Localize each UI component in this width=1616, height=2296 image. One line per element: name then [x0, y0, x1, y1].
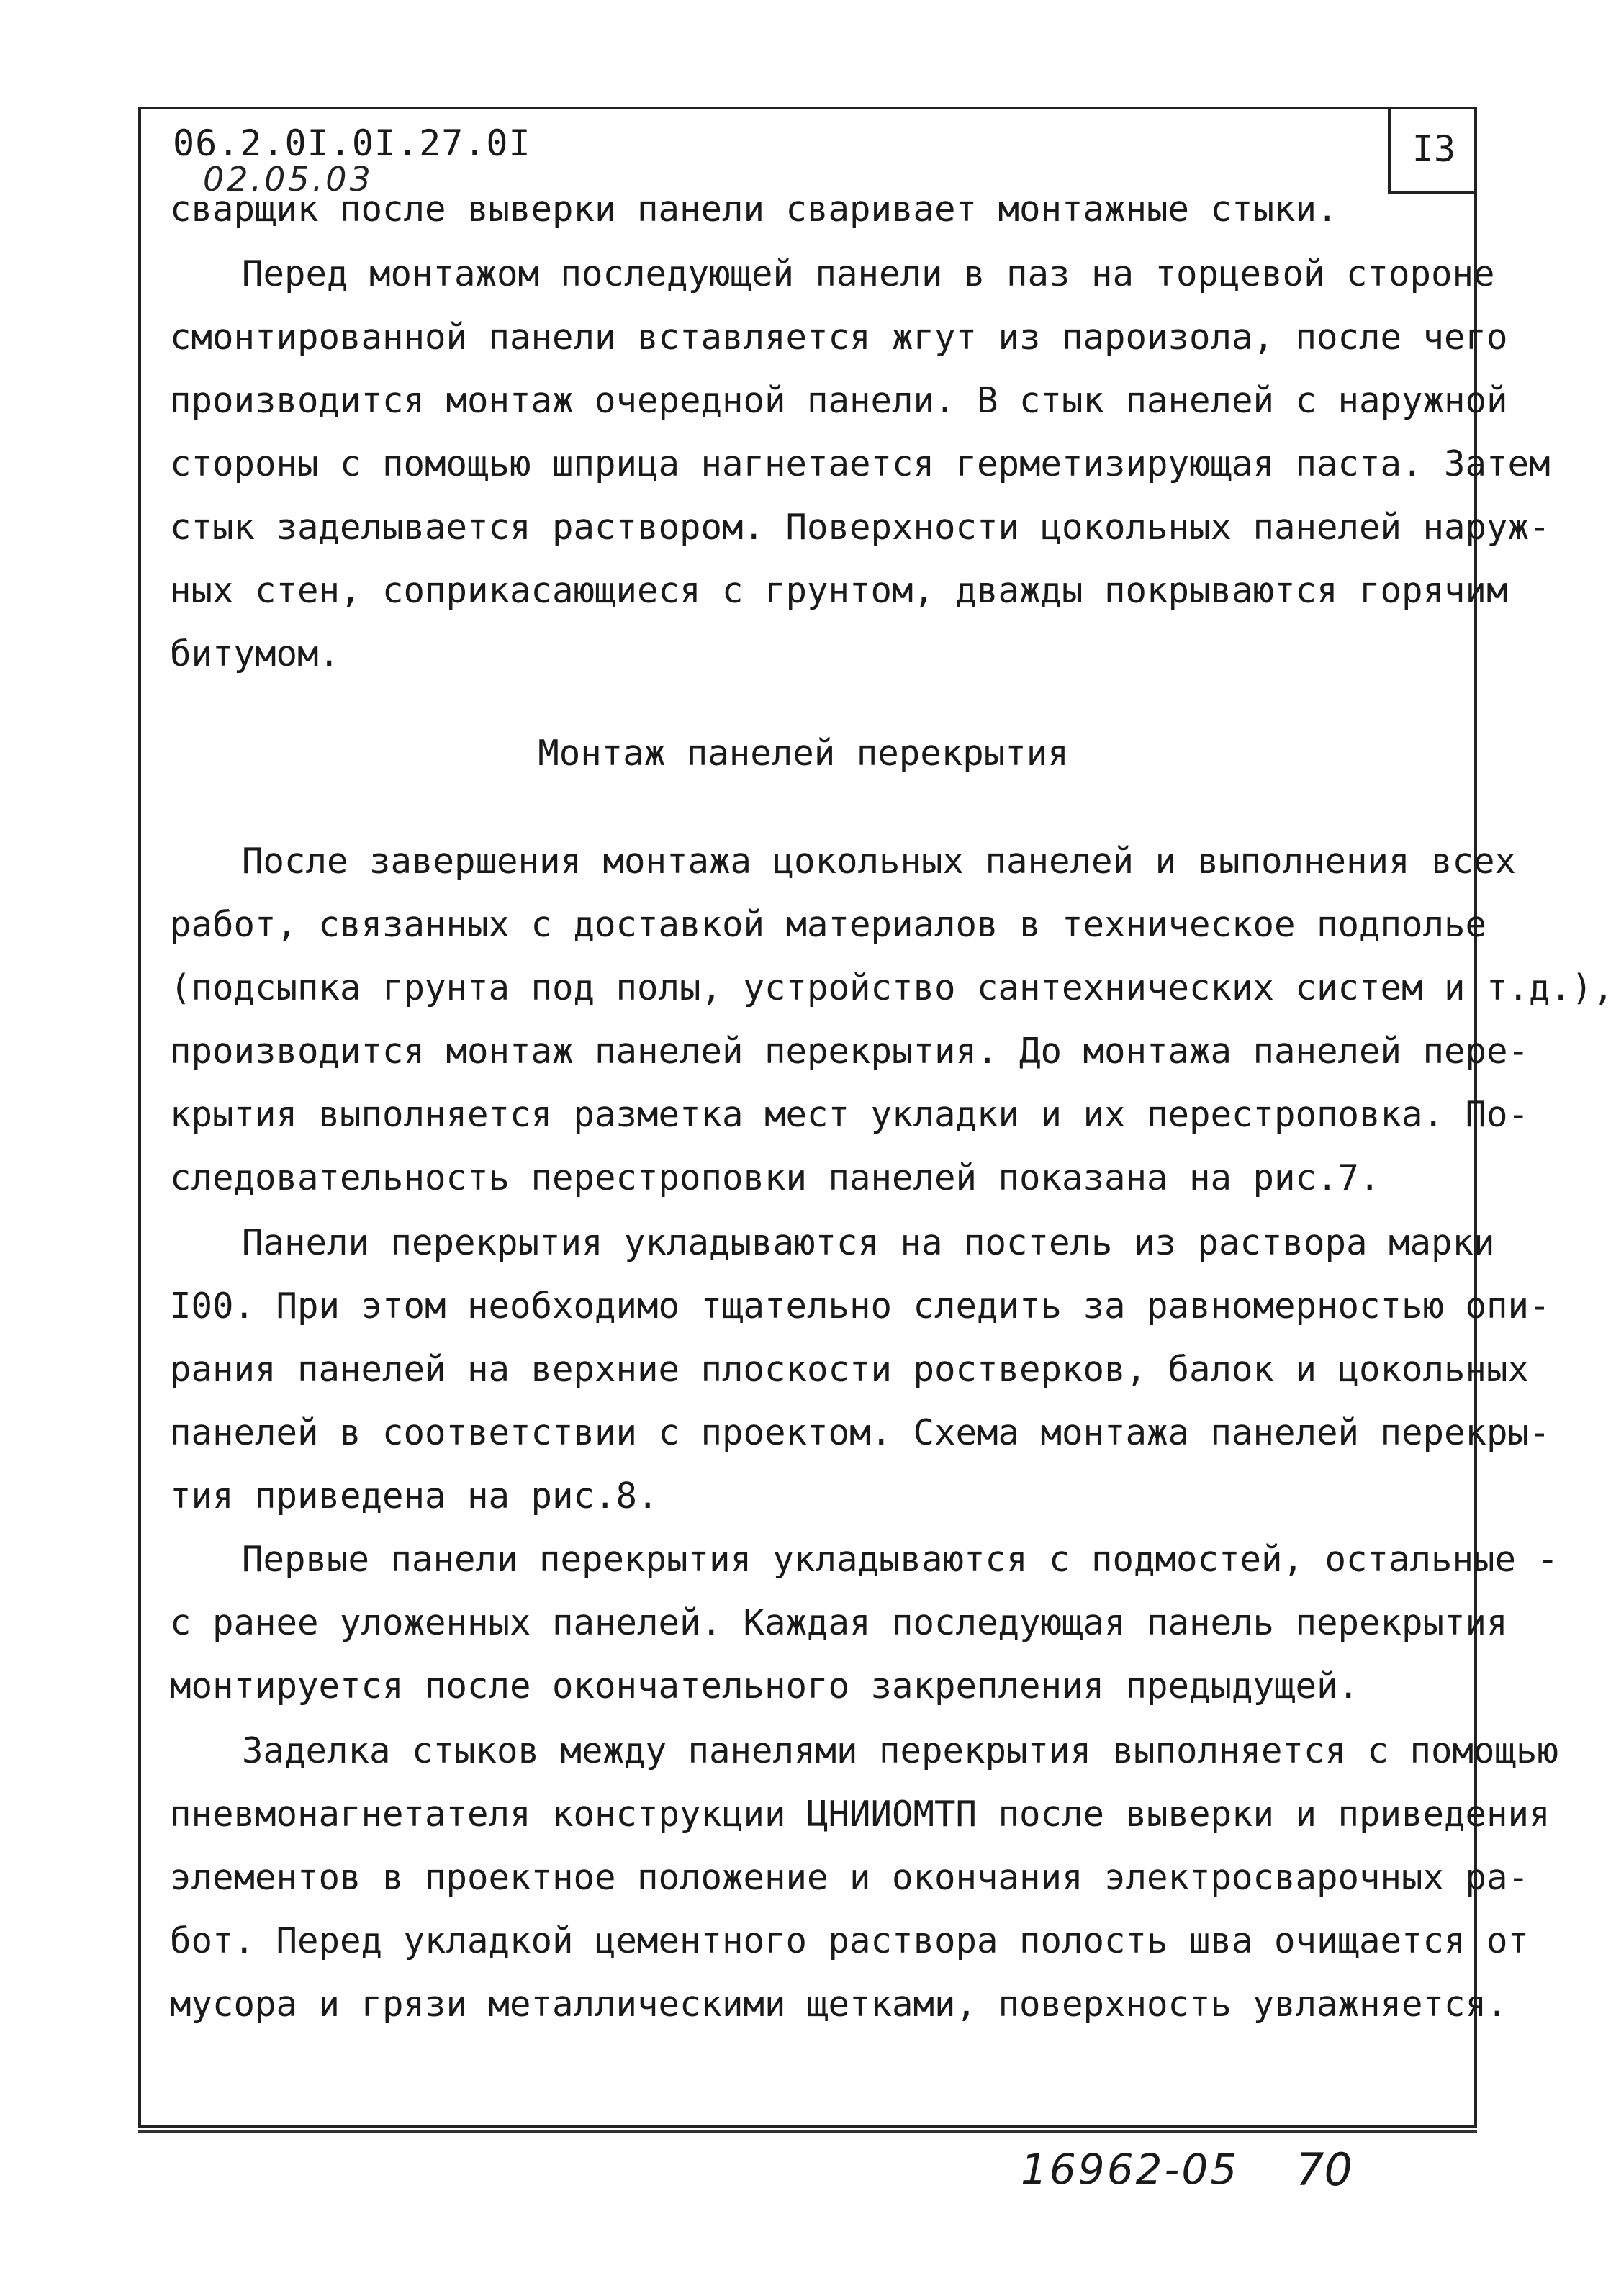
sheet-number: 70: [1296, 2143, 1353, 2196]
body-line: сварщик после выверки панели сваривает монтажные стыки.: [170, 189, 1338, 230]
page-number: I3: [1412, 128, 1456, 170]
body-line: битумом.: [170, 633, 340, 674]
body-line: тия приведена на рис.8.: [170, 1475, 659, 1517]
body-line: рания панелей на верхние плоскости ростверков, балок и цокольных: [170, 1349, 1530, 1390]
body-line: смонтированной панели вставляется жгут из пароизола, после чего: [170, 317, 1508, 358]
body-line: крытия выполняется разметка мест укладки и их перестроповка. По-: [170, 1094, 1530, 1135]
body-line: следовательность перестроповки панелей показана на рис.7.: [170, 1157, 1381, 1198]
page-number-box: [1388, 107, 1477, 194]
body-line: монтируется после окончательного закрепления предыдущей.: [170, 1665, 1360, 1707]
body-line: Панели перекрытия укладываются на постель из раствора марки: [242, 1222, 1495, 1263]
body-line: Перед монтажом последующей панели в паз на торцевой стороне: [242, 253, 1495, 294]
body-line: I00. При этом необходимо тщательно следить за равномерностью опи-: [170, 1285, 1550, 1326]
body-line: пневмонагнетателя конструкции ЦНИИОМТП после выверки и приведения: [170, 1794, 1550, 1835]
body-line: панелей в соответствии с проектом. Схема монтажа панелей перекры-: [170, 1412, 1550, 1453]
body-line: стык заделывается раствором. Поверхности цокольных панелей наруж-: [170, 507, 1550, 548]
archive-number: 16962-05: [1021, 2145, 1240, 2194]
frame-bottom-rule: [138, 2130, 1477, 2133]
body-line: ных стен, соприкасающиеся с грунтом, дважды покрываются горячим: [170, 570, 1508, 611]
document-code: 06.2.0I.0I.27.0I: [173, 122, 531, 164]
body-line: с ранее уложенных панелей. Каждая последующая панель перекрытия: [170, 1602, 1508, 1643]
body-line: мусора и грязи металлическими щетками, поверхность увлажняется.: [170, 1984, 1508, 2025]
body-line: Заделка стыков между панелями перекрытия выполняется с помощью: [242, 1730, 1559, 1771]
body-line: работ, связанных с доставкой материалов в техническое подполье: [170, 904, 1487, 945]
document-date: 02.05.03: [203, 160, 374, 199]
body-line: бот. Перед укладкой цементного раствора полость шва очищается от: [170, 1920, 1530, 1961]
body-line: производится монтаж очередной панели. В стык панелей с наружной: [170, 380, 1508, 421]
body-line: После завершения монтажа цокольных панелей и выполнения всех: [242, 841, 1517, 882]
section-heading: Монтаж панелей перекрытия: [538, 733, 1069, 774]
body-line: элементов в проектное положение и окончания электросварочных ра-: [170, 1857, 1530, 1898]
body-line: производится монтаж панелей перекрытия. До монтажа панелей пере-: [170, 1031, 1530, 1072]
body-line: Первые панели перекрытия укладываются с подмостей, остальные -: [242, 1539, 1559, 1580]
body-line: стороны с помощью шприца нагнетается герметизирующая паста. Затем: [170, 443, 1550, 484]
body-line: (подсыпка грунта под полы, устройство сантехнических систем и т.д.),: [170, 967, 1615, 1008]
